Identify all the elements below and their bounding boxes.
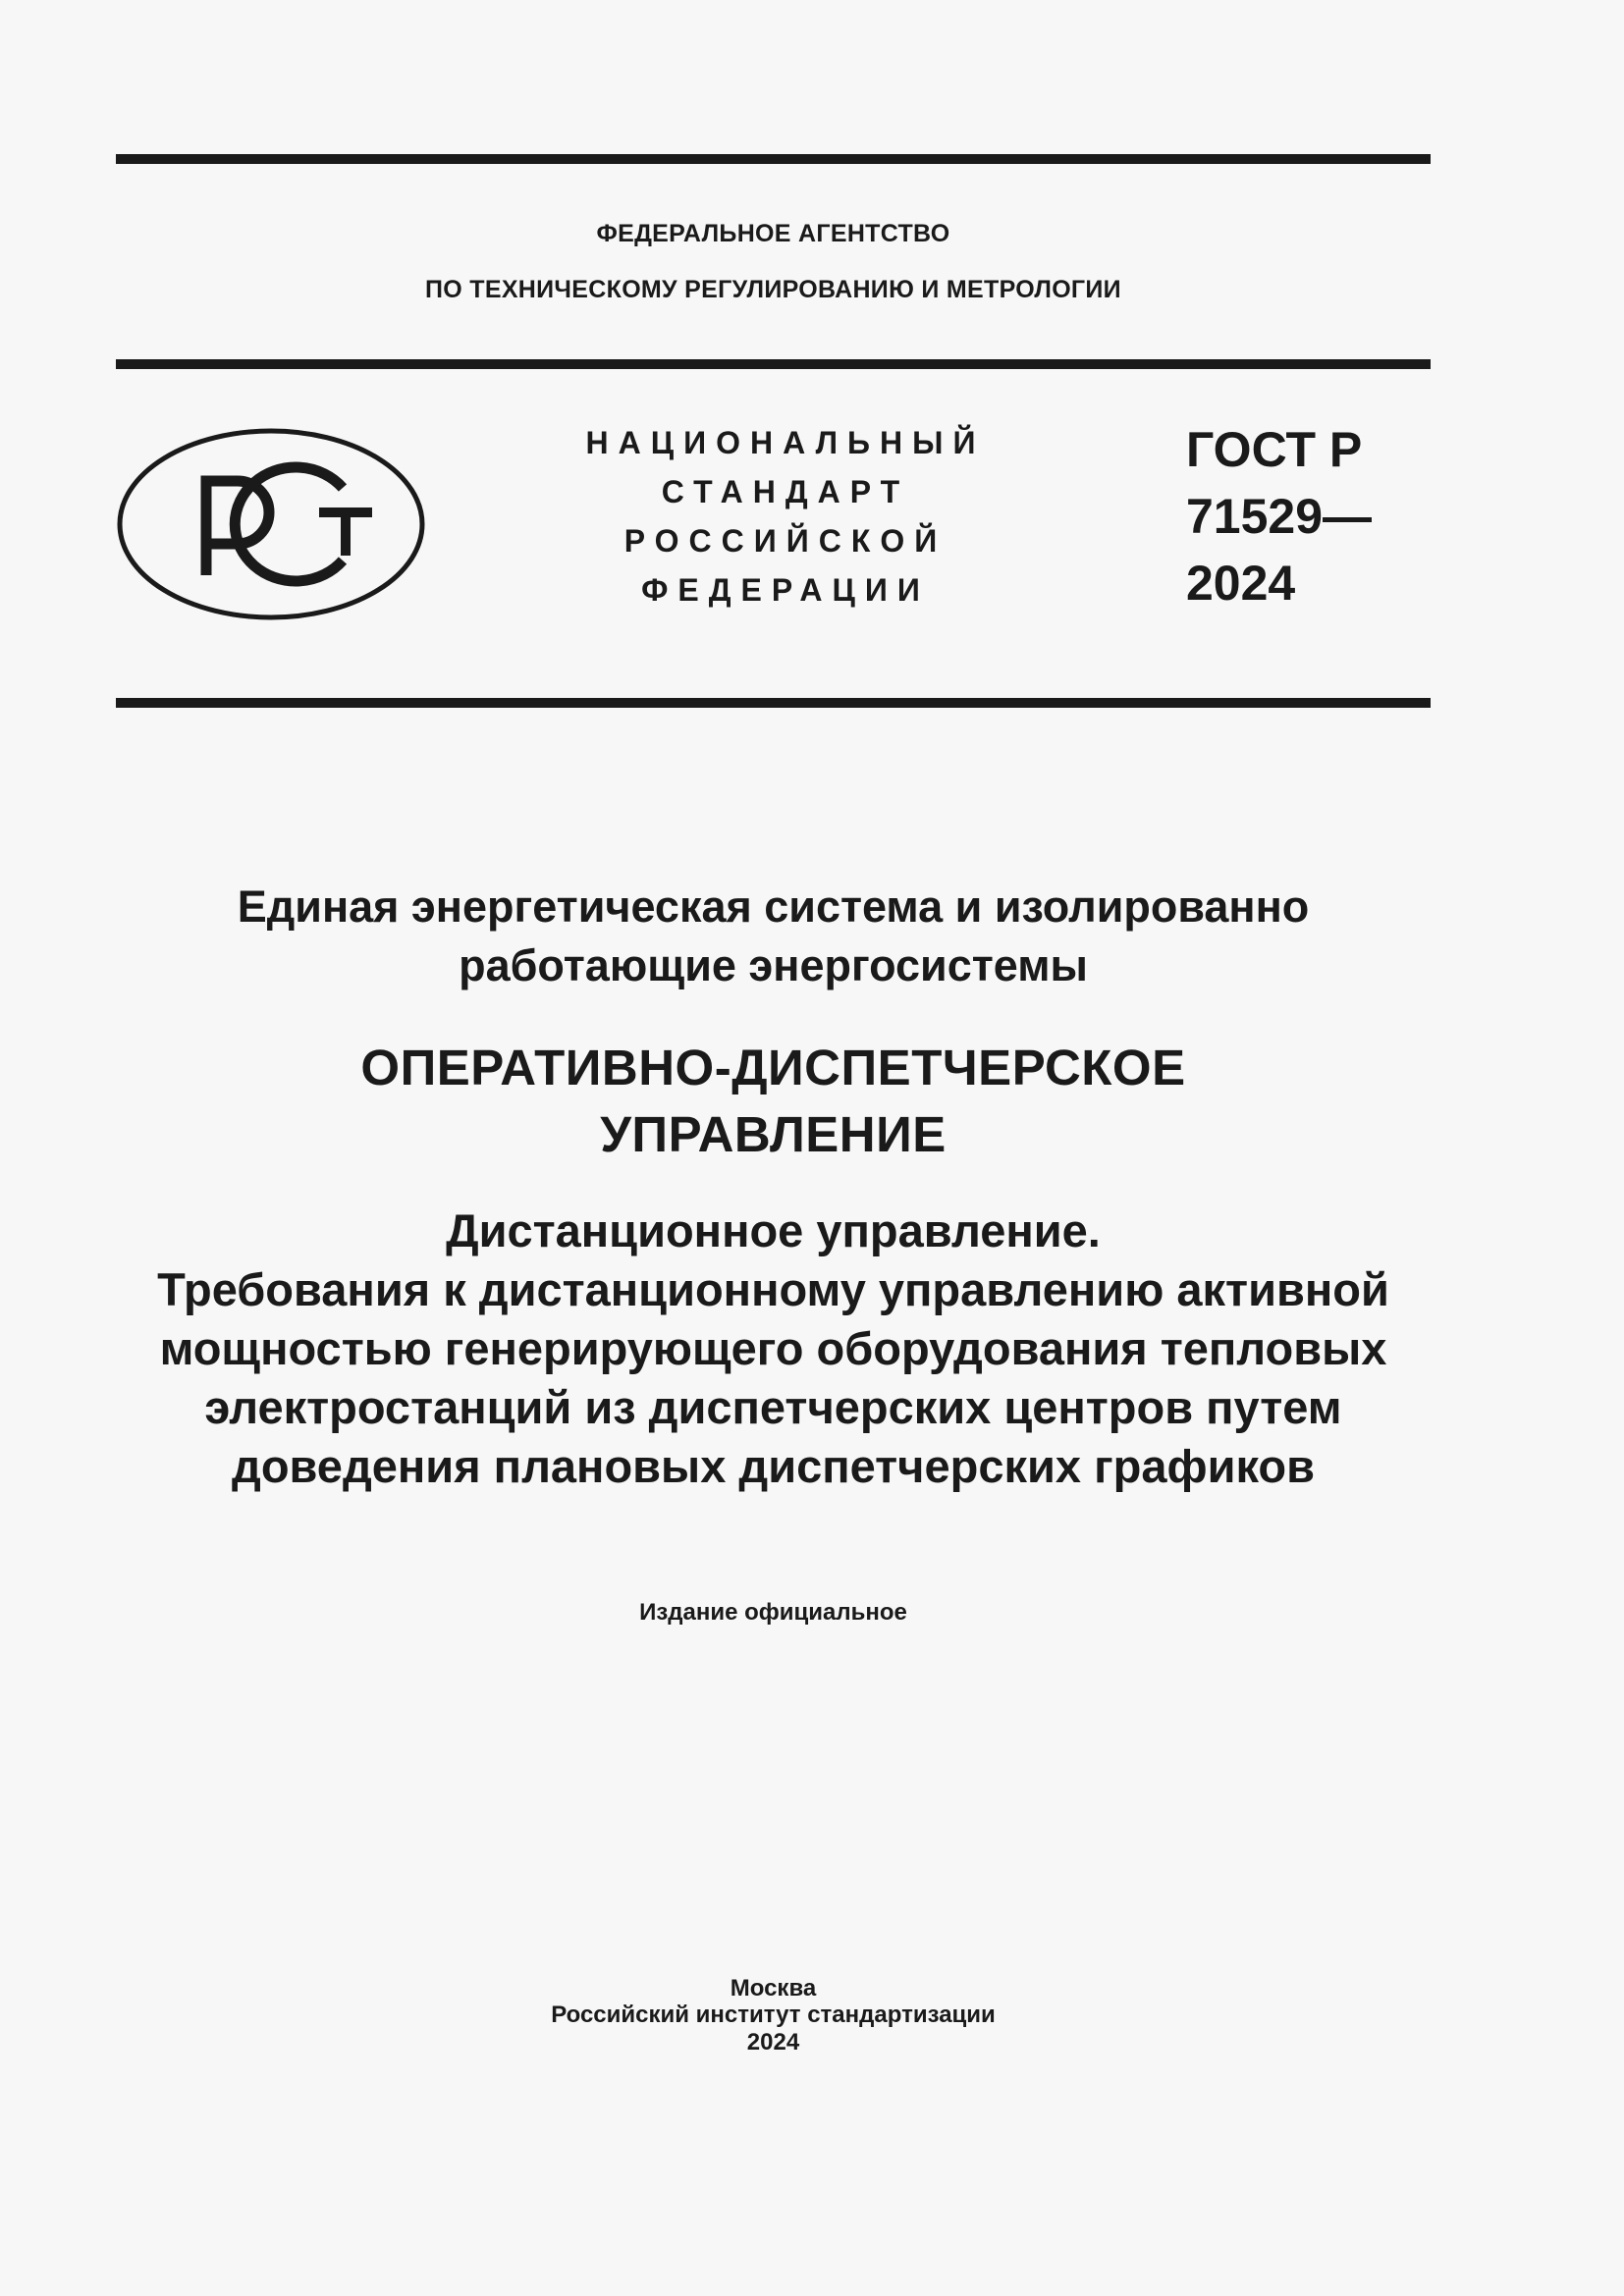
subtitle-line4: электростанций из диспетчерских центров путем	[204, 1381, 1342, 1433]
main-title-line2: УПРАВЛЕНИЕ	[600, 1106, 947, 1162]
agency-name-line2: ПО ТЕХНИЧЕСКОМУ РЕГУЛИРОВАНИЮ И МЕТРОЛОГИИ	[425, 276, 1121, 303]
standard-designation-line1: ГОСТ Р	[1186, 422, 1363, 477]
national-standard-line2: СТАНДАРТ	[661, 474, 910, 509]
main-title-line1: ОПЕРАТИВНО-ДИСПЕТЧЕРСКОЕ	[360, 1040, 1186, 1095]
imprint-city: Москва	[730, 1975, 817, 2002]
subtitle-line5: доведения плановых диспетчерских графиков	[231, 1440, 1316, 1492]
imprint-publisher: Российский институт стандартизации	[551, 2002, 996, 2028]
national-standard-line3: РОССИЙСКОЙ	[623, 523, 947, 559]
imprint-year: 2024	[746, 2029, 800, 2056]
top-rule	[116, 154, 1431, 164]
subtitle-line1: Дистанционное управление.	[446, 1204, 1101, 1256]
standard-designation-line2: 71529—	[1186, 489, 1373, 544]
general-title-line2: работающие энергосистемы	[459, 940, 1088, 990]
masthead-bottom-rule	[116, 698, 1431, 708]
subtitle-line3: мощностью генерирующего оборудования тепловых	[159, 1322, 1387, 1374]
general-title-line1: Единая энергетическая система и изолированно	[237, 881, 1310, 932]
standard-designation-line3: 2024	[1186, 556, 1296, 611]
national-standard-line1: НАЦИОНАЛЬНЫЙ	[585, 425, 986, 460]
rst-certification-mark-icon	[115, 426, 427, 622]
header-bottom-rule	[116, 359, 1431, 369]
edition-note: Издание официальное	[639, 1599, 907, 1626]
national-standard-line4: ФЕДЕРАЦИИ	[641, 572, 930, 608]
subtitle-line2: Требования к дистанционному управлению активной	[157, 1263, 1389, 1315]
agency-name-line1: ФЕДЕРАЛЬНОЕ АГЕНТСТВО	[596, 220, 950, 247]
